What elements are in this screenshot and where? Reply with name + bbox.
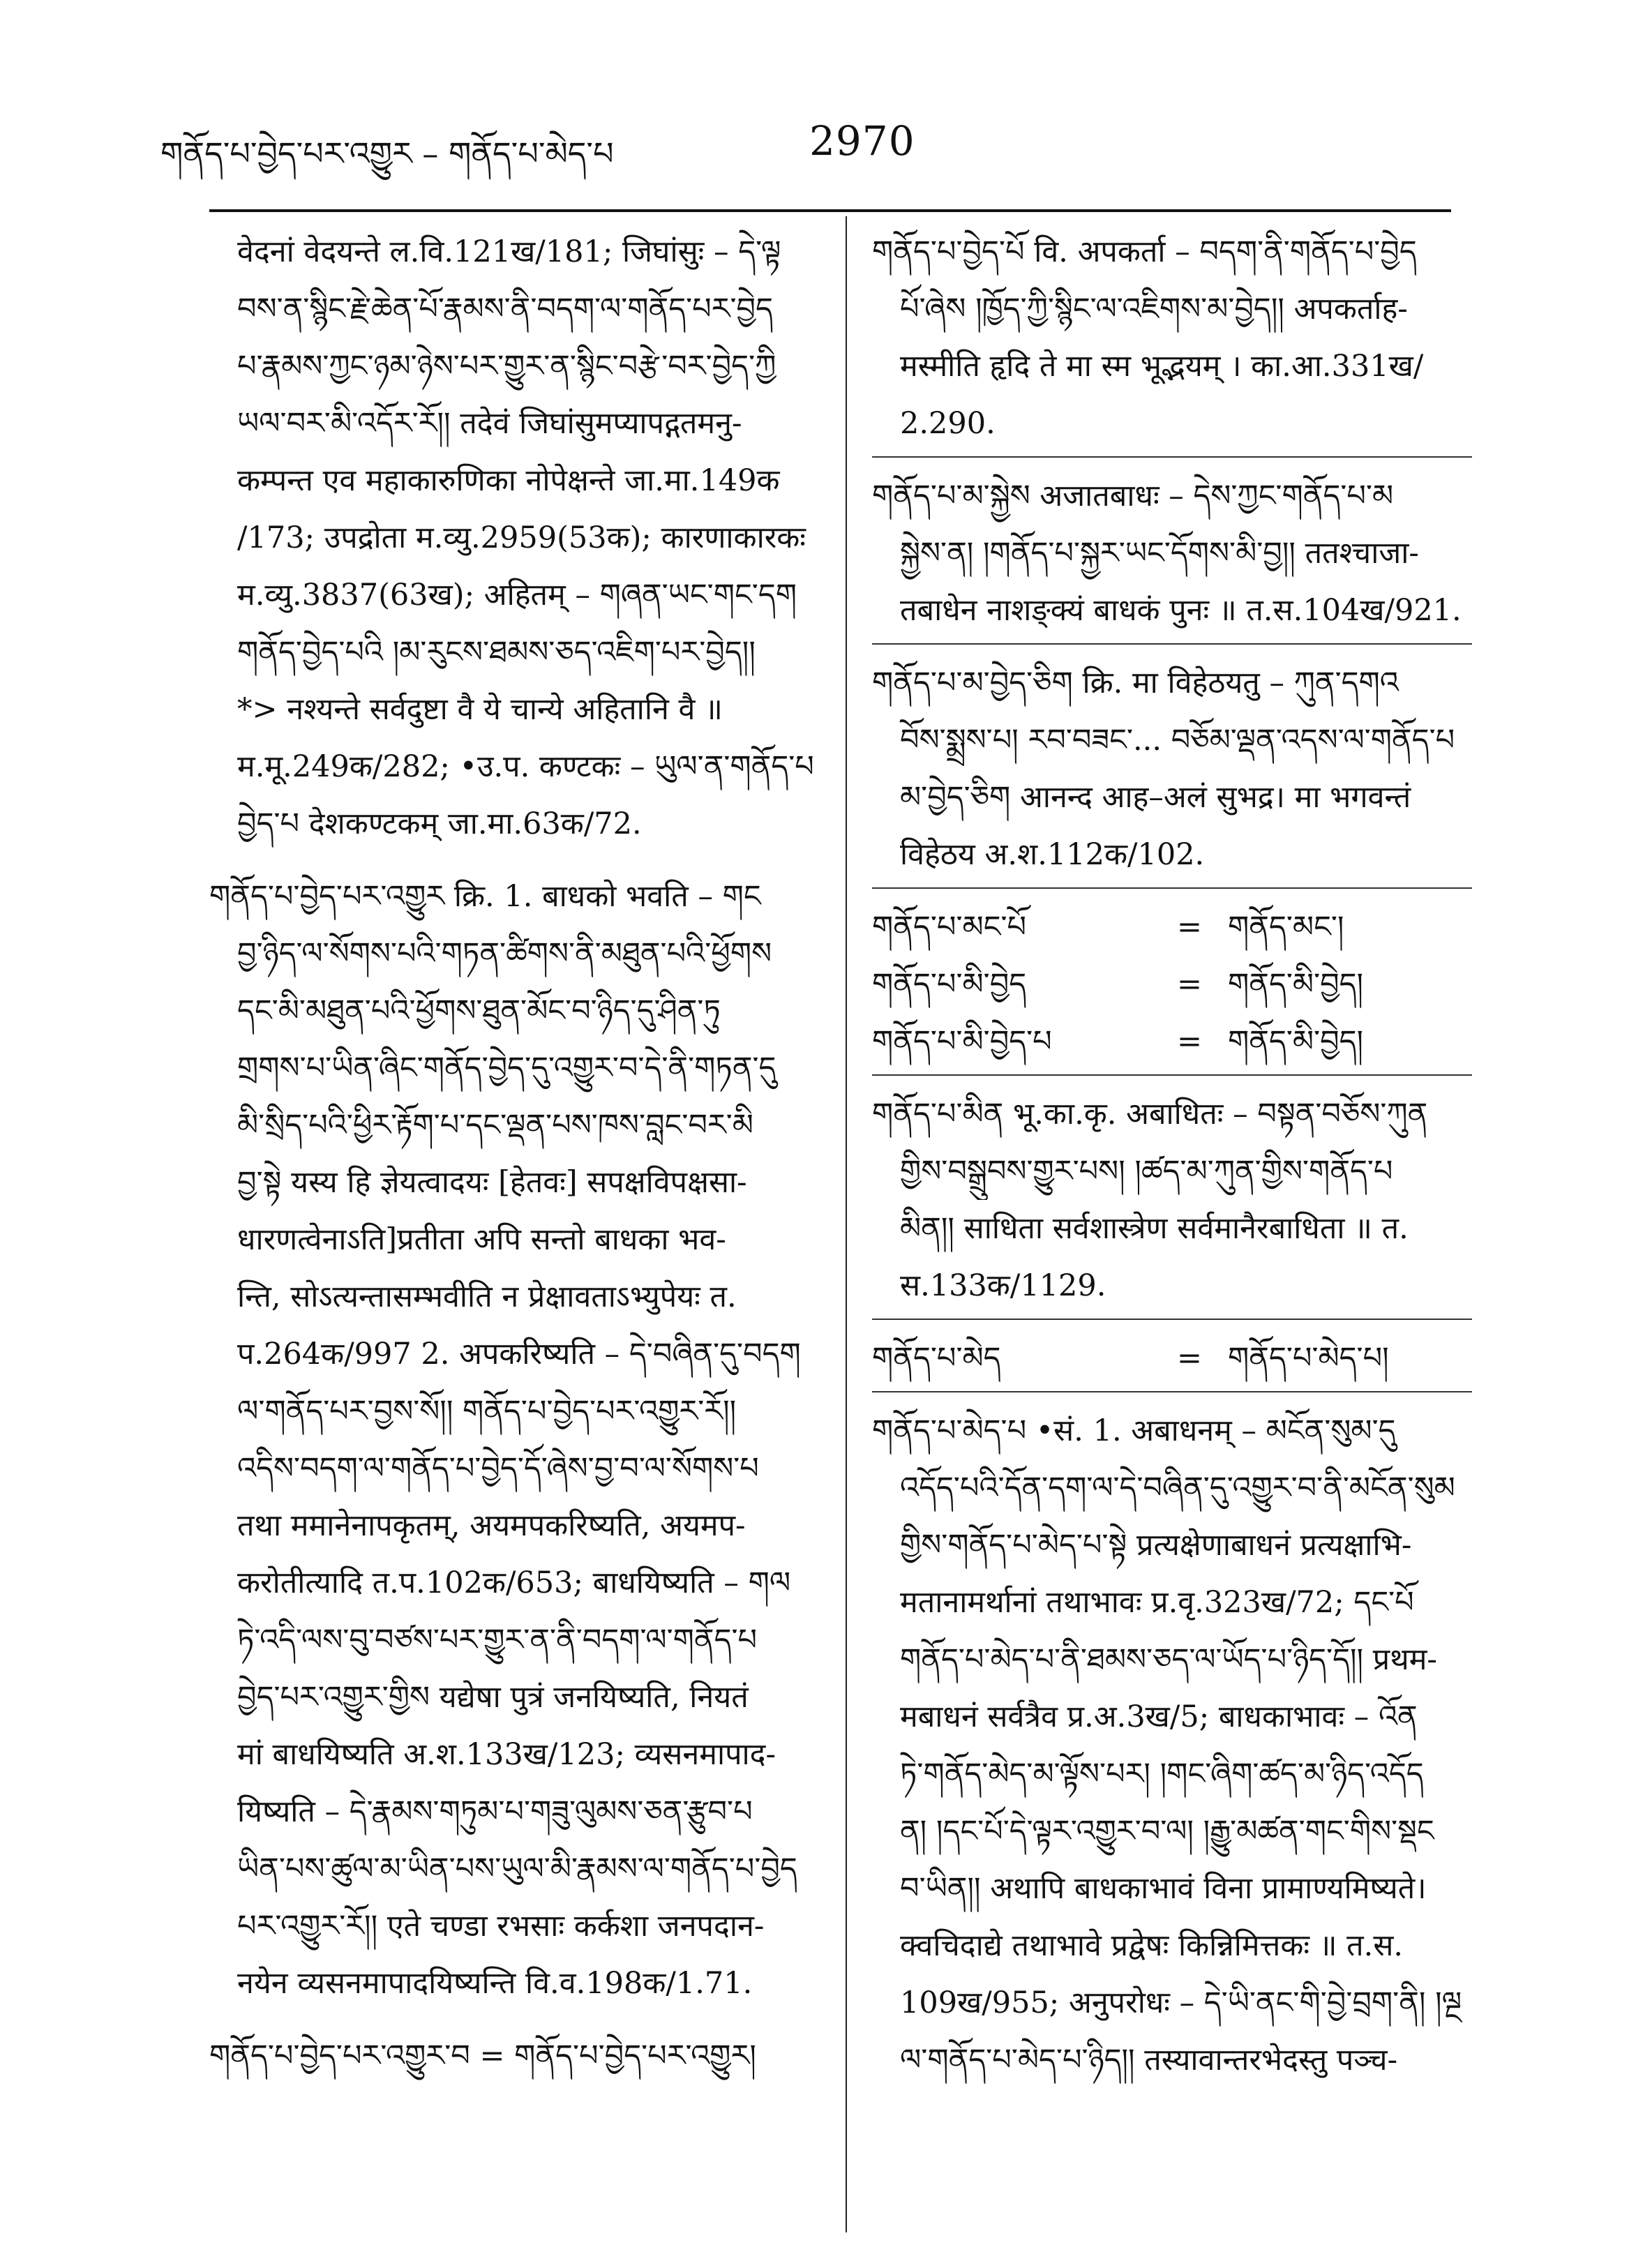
text-line: པ་རྣམས་ཀྱང་ཉམ་ཉེས་པར་གྱུར་ན་སྙིང་བརྩེ་བར་བྱེད་ཀྱི	[237, 349, 776, 384]
text-line: कम्पन्त एव महाकारुणिका नोपेक्षन्ते जा.मा.149क	[237, 463, 780, 498]
column-divider	[846, 216, 847, 2232]
text-line: न्ति, सोऽत्यन्तासम्भवीति न प्रेक्षावताऽभ्युपेयः त.	[237, 1279, 737, 1314]
entry-gap	[209, 853, 823, 868]
text-line: स.133क/1129.	[900, 1268, 1106, 1303]
text-line: ལ་གནོད་པ་མེད་པ་ཉིད།། तस्यावान्तरभेदस्तु पञ्च-	[900, 2043, 1398, 2078]
entry-headword-line: གནོད་པ་བྱེད་པར་འགྱུར་བ = གནོད་པ་བྱེད་པར་འགྱུར།	[209, 2038, 756, 2073]
left-column	[209, 223, 823, 2085]
text-line: མི་སྲིད་པའི་ཕྱིར་རྟོག་པ་དང་ལྡན་པས་ཁས་བླང་བར་མི	[237, 1108, 753, 1143]
equals-sign: =	[1176, 910, 1203, 945]
text-line: करोतीत्यादि त.प.102क/653; बाधयिष्यति – གལ	[237, 1565, 791, 1600]
text-line: འདིས་བདག་ལ་གནོད་པ་བྱེད་དོ་ཞེས་བྱ་བ་ལ་སོགས་པ	[237, 1451, 759, 1486]
xref-target: གནོད་པ་མེད་པ།	[1228, 1341, 1389, 1376]
text-line: /173; उपद्रोता म.व्यु.2959(53क); कारणाकारकः	[237, 520, 806, 555]
text-line: པོ་ཞེས །ཁྱོད་ཀྱི་སྙིང་ལ་འཇིགས་མ་བྱེད།། अपकर्ताह-	[900, 292, 1408, 326]
text-line: प.264क/997 2. अपकरिष्यति – དེ་བཞིན་དུ་བདག	[237, 1337, 801, 1372]
text-line: तथा ममानेनापकृतम्, अयमपकरिष्यति, अयमप-	[237, 1508, 746, 1543]
text-line: ལ་གནོད་པར་བྱས་སོ།། གནོད་པ་བྱེད་པར་འགྱུར་རོ།།	[237, 1394, 737, 1429]
text-line: मतानामर्थानां तथाभावः प्र.वृ.323ख/72; དང་པོ	[900, 1585, 1414, 1620]
entry-headword-line: གནོད་པ་མ་སྐྱེས अजातबाधः – དེས་ཀྱང་གནོད་པ་མ	[872, 479, 1394, 513]
text-line: मबाधनं सर्वत्रैव प्र.अ.3ख/5; बाधकाभावः – འོན	[900, 1699, 1418, 1734]
text-line: གྲགས་པ་ཡིན་ཞིང་གནོད་བྱེད་དུ་འགྱུར་བ་དེ་ནི་གཏན་དུ	[237, 1051, 776, 1086]
text-line: མ་བྱེད་ཅིག आनन्द आह–अलं सुभद्र। मा भगवन्तं	[900, 780, 1411, 815]
text-line: བྱ་སྟེ यस्य हि ज्ञेयत्वादयः [हेतवः] सपक्षविपक्षसा-	[237, 1165, 747, 1200]
entry-separator	[872, 643, 1472, 645]
text-line: བྱེད་པ देशकण्टकम् जा.मा.63क/72.	[237, 806, 642, 841]
text-line: ཏེ་གནོད་མེད་མ་ལྟོས་པར། །གང་ཞིག་ཚད་མ་ཉིད་འདོད	[900, 1757, 1424, 1792]
text-line: वेदनां वेदयन्ते ल.वि.121ख/181; जिघांसुः – དེ་ལྟ	[237, 234, 781, 269]
xref-term: གནོད་པ་མང་པོ	[872, 910, 1027, 945]
text-line: བས་ན་སྙིང་རྗེ་ཆེན་པོ་རྣམས་ནི་བདག་ལ་གནོད་པར་བྱེད	[237, 292, 773, 326]
page-header	[160, 112, 1430, 174]
running-title: གནོད་པ་བྱེད་པར་འགྱུར – གནོད་པ་མེད་པ	[160, 135, 614, 172]
text-line: སྐྱེས་ན། །གནོད་པ་སྐྱར་ཡང་དོགས་མི་བྱ།། ततश्चाजा-	[900, 536, 1419, 571]
xref-target: གནོད་མི་བྱེད།	[1228, 1024, 1364, 1059]
xref-target: གནོད་མི་བྱེད།	[1228, 967, 1364, 1002]
cross-reference	[872, 1330, 1472, 1387]
right-column	[872, 223, 1472, 2089]
entry-headword-line: གནོད་པ་བྱེད་པོ वि. अपकर्ता – བདག་ནི་གནོད་པ་བྱེད	[872, 234, 1417, 269]
text-line: 2.290.	[900, 406, 996, 441]
xref-term: གནོད་པ་མེད	[872, 1341, 1001, 1376]
cross-reference	[872, 1013, 1472, 1070]
text-line: *> नश्यन्ते सर्वदुष्टा वै ये चान्ये अहितानि वै ॥	[237, 692, 723, 727]
entry-separator	[872, 887, 1472, 889]
entry-headword-line: གནོད་པ་མིན भू.का.कृ. अबाधितः – བསྟན་བཅོས་ཀུན	[872, 1097, 1428, 1132]
equals-sign: =	[1176, 967, 1203, 1002]
text-line: म.मू.249क/282; •उ.प. कण्टकः – ཡུལ་ན་གནོད་པ	[237, 749, 814, 784]
text-line: ཡལ་བར་མི་འདོར་རོ།། तदेवं जिघांसुमप्यापद्गतमनु-	[237, 406, 742, 441]
text-line: नयेन व्यसनमापादयिष्यन्ति वि.व.198क/1.71.	[237, 1966, 753, 2001]
text-line: བ་ཡིན།། अथापि बाधकाभावं विना प्रामाण्यमिष्यते।	[900, 1871, 1427, 1906]
text-line: क्वचिदाद्ये तथाभावे प्रद्वेषः किन्निमित्तकः ॥ त.स.	[900, 1928, 1404, 1963]
text-line: བོས་སྨྲས་པ། རབ་བཟང་... བཅོམ་ལྡན་འདས་ལ་གནོད་པ	[900, 723, 1455, 758]
equals-sign: =	[1176, 1024, 1203, 1059]
text-line: བྱ་ཉིད་ལ་སོགས་པའི་གཏན་ཚིགས་ནི་མཐུན་པའི་ཕྱོགས	[237, 936, 772, 971]
header-rule	[209, 209, 1451, 212]
text-line: གྱིས་གནོད་པ་མེད་པ་སྟེ प्रत्यक्षेणाबाधनं प्रत्यक्षाभि-	[900, 1528, 1412, 1563]
cross-reference	[872, 956, 1472, 1013]
text-line: ཏེ་འདི་ལས་བུ་བཙས་པར་གྱུར་ན་ནི་བདག་ལ་གནོད་པ	[237, 1623, 758, 1658]
entry-separator	[872, 1391, 1472, 1392]
text-line: འདོད་པའི་དོན་དག་ལ་དེ་བཞིན་དུ་འགྱུར་བ་ནི་མངོན་སུམ	[900, 1471, 1455, 1505]
entry-gap	[209, 2012, 823, 2027]
cross-reference	[872, 899, 1472, 956]
text-line: यिष्यति – དེ་རྣམས་གཏུམ་པ་གཟུ་ལུམས་ཅན་རྩུབ་པ	[237, 1794, 753, 1829]
text-line: པར་འགྱུར་རོ།། एते चण्डा रभसाः कर्कशा जनपदान-	[237, 1909, 765, 1944]
entry-separator	[872, 1074, 1472, 1076]
entry-headword-line: གནོད་པ་མེད་པ •सं. 1. अबाधनम् – མངོན་སུམ་དུ	[872, 1413, 1396, 1448]
entry-separator	[872, 456, 1472, 458]
text-line: གྱིས་བསྒྲུབས་གྱུར་པས། །ཚད་མ་ཀུན་གྱིས་གནོད་པ	[900, 1154, 1393, 1189]
text-line: धारणत्वेनाऽति]प्रतीता अपि सन्तो बाधका भव-	[237, 1222, 726, 1257]
entry-headword-line: གནོད་པ་བྱེད་པར་འགྱུར क्रि. 1. बाधको भवति – གང	[209, 879, 761, 914]
text-line: གནོད་པ་མེད་པ་ནི་ཐམས་ཅད་ལ་ཡོད་པ་ཉིད་དོ།། प्रथम-	[900, 1642, 1437, 1677]
text-line: གནོད་བྱེད་པའི །མ་རུངས་ཐམས་ཅད་འཇིག་པར་བྱེད།།	[237, 635, 756, 670]
text-line: དང་མི་མཐུན་པའི་ཕྱོགས་ཐུན་མོང་བ་ཉིད་དུ་ཤིན་ཏུ	[237, 993, 721, 1028]
text-line: ཡིན་པས་ཚུལ་མ་ཡིན་པས་ཡུལ་མི་རྣམས་ལ་གནོད་པ་བྱེད	[237, 1852, 797, 1886]
entry-separator	[872, 1319, 1472, 1320]
xref-term: གནོད་པ་མི་བྱེད	[872, 967, 1027, 1002]
text-line: ན། །དང་པོ་དེ་ལྟར་འགྱུར་བ་ལ། །རྒྱུ་མཚན་གང་གིས་སྡང	[900, 1814, 1434, 1849]
text-line: विहेठय अ.श.112क/102.	[900, 837, 1205, 872]
equals-sign: =	[1176, 1341, 1203, 1376]
text-line: म.व्यु.3837(63ख); अहितम् – གཞན་ཡང་གང་དག	[237, 578, 797, 613]
text-line: བྱེད་པར་འགྱུར་གྱིས यद्येषा पुत्रं जनयिष्यति, नियतं	[237, 1680, 749, 1715]
text-line: मां बाधयिष्यति अ.श.133ख/123; व्यसनमापाद-	[237, 1737, 776, 1772]
xref-term: གནོད་པ་མི་བྱེད་པ	[872, 1024, 1052, 1059]
text-line: མིན།། साधिता सर्वशास्त्रेण सर्वमानैरबाधिता ॥ त.	[900, 1211, 1409, 1246]
xref-target: གནོད་མང་།	[1228, 910, 1344, 945]
text-line: 109ख/955; अनुपरोधः – དེ་ཡི་ནང་གི་བྱེ་བྲག་ནི། །ལྔ	[900, 1985, 1462, 2020]
entry-headword-line: གནོད་པ་མ་བྱེད་ཅིག क्रि. मा विहेठयतु – ཀུན་དགའ	[872, 666, 1399, 700]
page-number: 2970	[809, 117, 915, 165]
text-line: मस्मीति हृदि ते मा स्म भूद्भयम् । का.आ.331ख/	[900, 349, 1424, 384]
text-line: तबाधेन नाशङ्क्यं बाधकं पुनः ॥ त.स.104ख/921.	[900, 593, 1462, 628]
